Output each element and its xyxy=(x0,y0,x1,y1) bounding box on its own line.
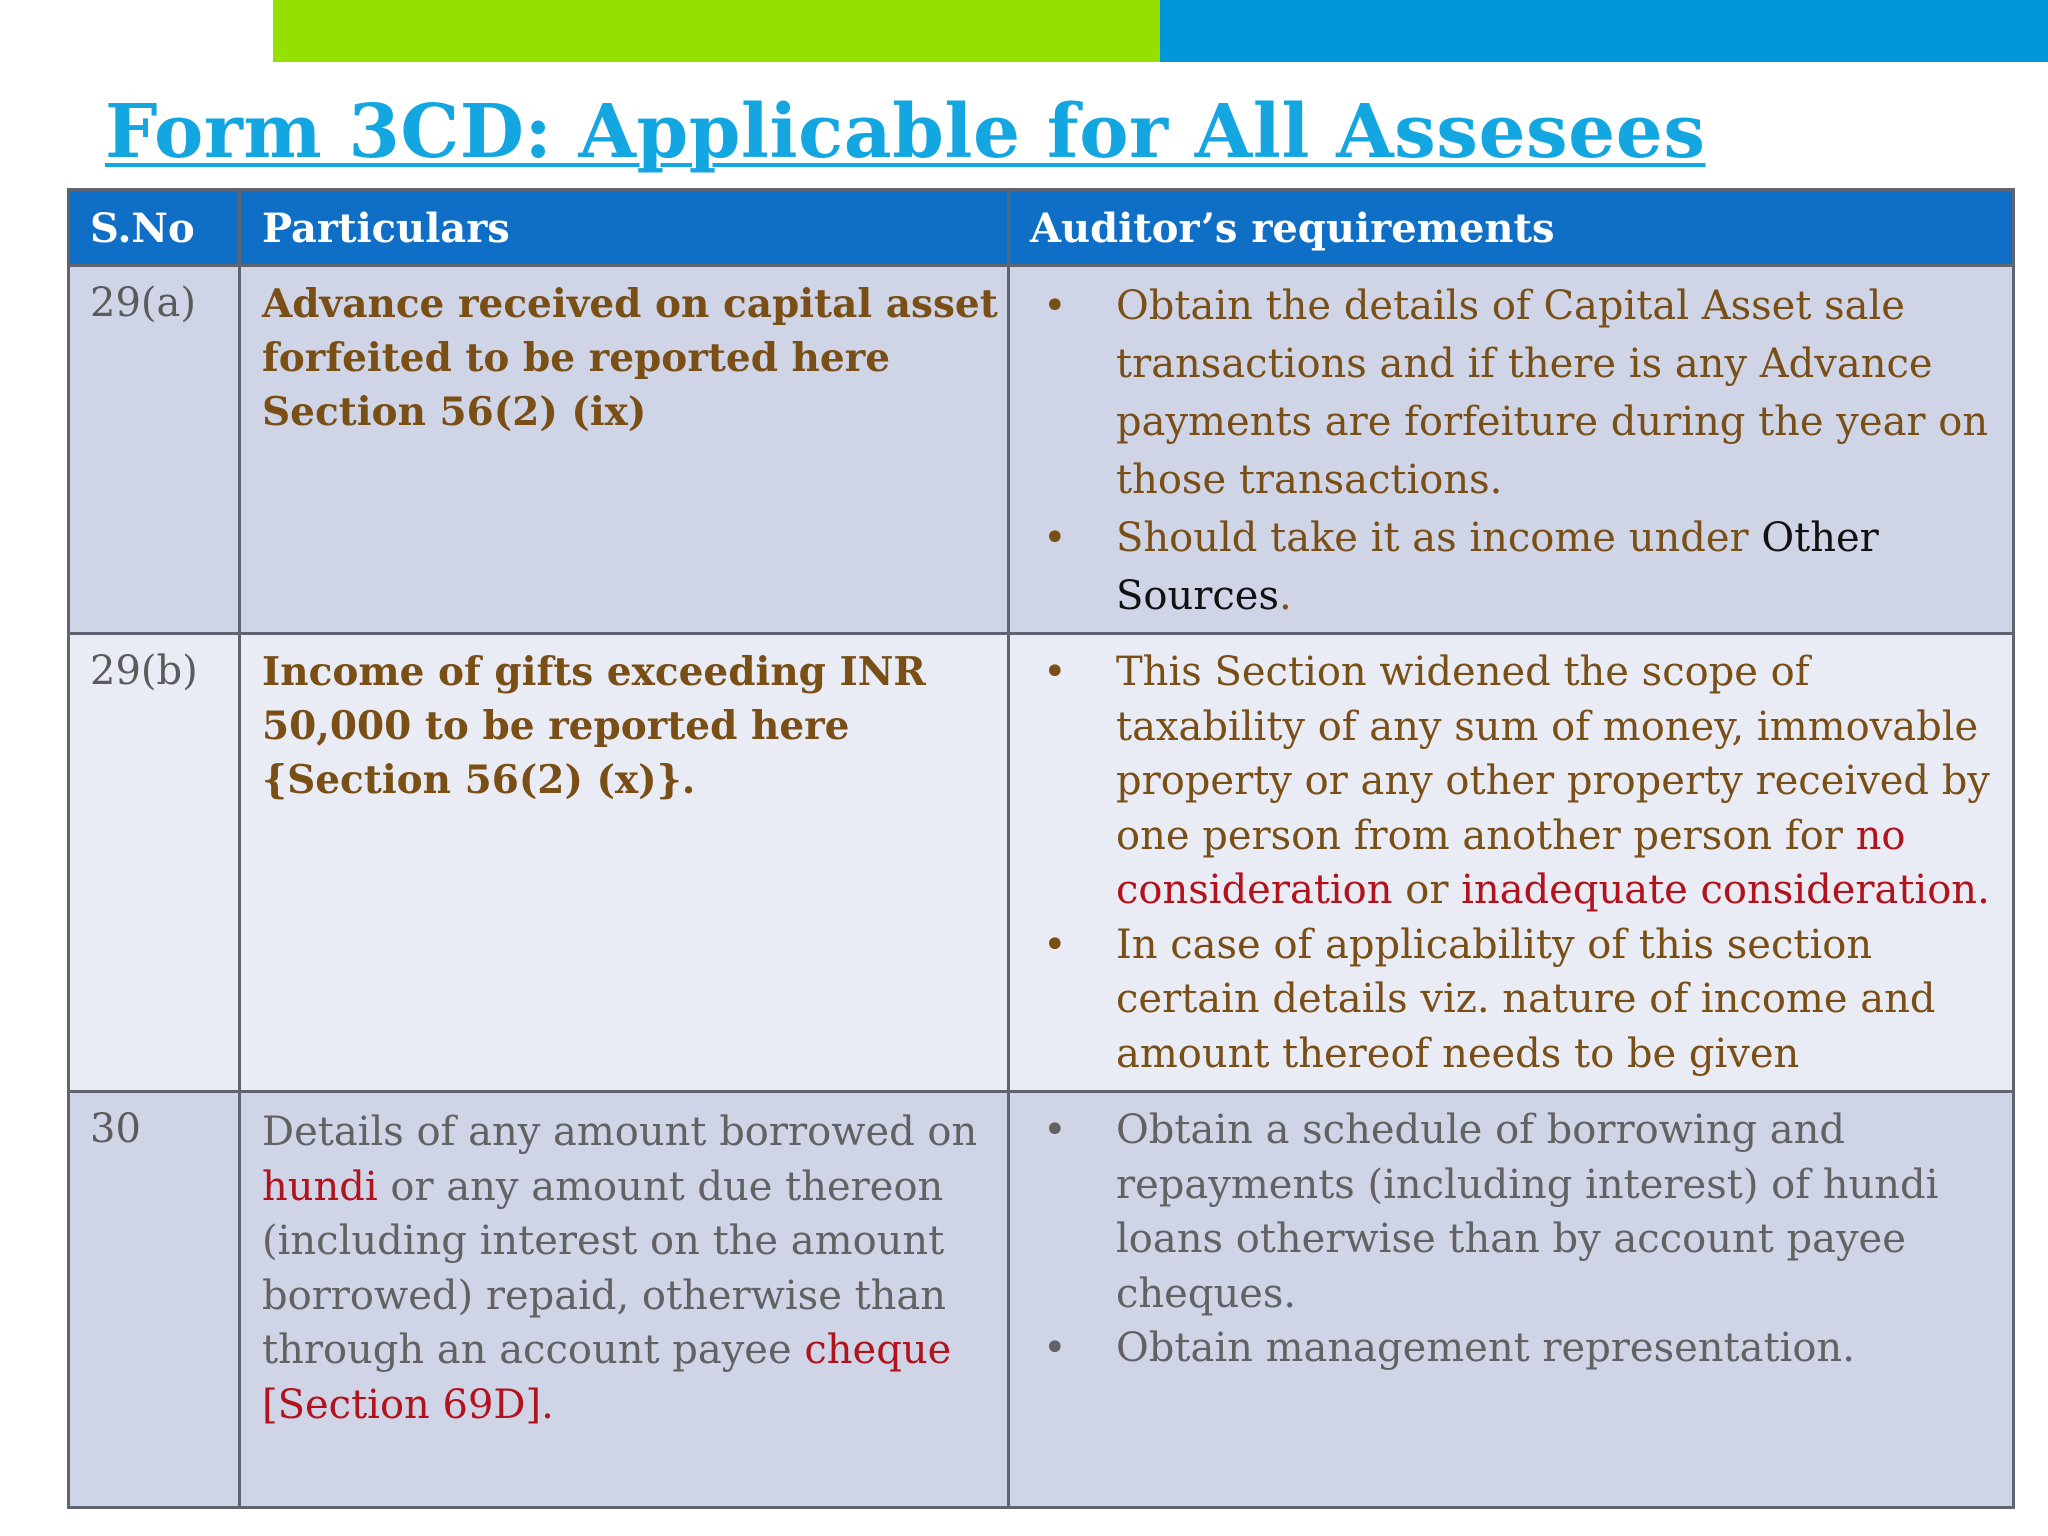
row-divider-2 xyxy=(70,632,2012,635)
row-divider-3 xyxy=(70,1090,2012,1093)
row-29b-req-1-inadequate: inadequate consideration xyxy=(1461,867,1978,913)
row-30-req-bullet-2: • Obtain management representation. xyxy=(1031,1321,2011,1376)
header-requirements: Auditor’s requirements xyxy=(1030,205,1555,252)
row-29b-req-bullet-1 xyxy=(1031,645,2011,918)
top-accent-bar-blue xyxy=(1160,0,2048,62)
row-29a-sno: 29(a) xyxy=(90,280,196,326)
slide-title: Form 3CD: Applicable for All Assesees xyxy=(105,89,1706,175)
row-30-part-hundi: hundi xyxy=(262,1163,378,1210)
row-30-particulars xyxy=(262,1093,1002,1506)
row-29a-req-bullet-1: • Obtain the details of Capital Asset sale transactions and if there is any Advance payments are forfeiture during the year on those transactions. xyxy=(1031,277,2011,509)
row-29a-particulars: Advance received on capital asset forfeited to be reported here Section 56(2) (ix) xyxy=(262,281,998,435)
row-29a-req-bullet-2 xyxy=(1031,509,2011,625)
row-30-req-bullet-1: • Obtain a schedule of borrowing and repayments (including interest) of hundi loans otherwise than by account payee cheques. xyxy=(1031,1103,2011,1321)
row-29b-requirements xyxy=(1031,635,2011,1090)
header-sno: S.No xyxy=(90,205,195,252)
table-row-29b xyxy=(70,635,2012,1090)
row-29b-sno: 29(b) xyxy=(90,648,198,694)
requirements-table xyxy=(67,188,2015,1509)
header-particulars: Particulars xyxy=(262,205,510,252)
table-header-row xyxy=(70,191,2012,264)
table-row-29a xyxy=(70,267,2012,632)
top-accent-bar-green xyxy=(273,0,1160,62)
row-29a-requirements xyxy=(1031,267,2011,632)
row-30-part-1: Details of any amount borrowed on xyxy=(262,1109,978,1155)
row-29b-req-bullet-2: • In case of applicability of this section certain details viz. nature of income and amount thereof needs to be given xyxy=(1031,918,2011,1082)
row-29b-req-1-or: or xyxy=(1392,867,1462,913)
col-divider-1 xyxy=(238,191,241,1506)
row-29b-particulars: Income of gifts exceeding INR 50,000 to be reported here {Section 56(2) (x)}. xyxy=(262,649,926,803)
row-29b-req-1-period: . xyxy=(1977,867,1990,913)
row-divider-1 xyxy=(70,264,2012,267)
row-30-part-3: or any amount due thereon (including interest on the amount borrowed) repaid, otherwise than through an account payee xyxy=(262,1163,947,1373)
row-29a-req-2-period: . xyxy=(1278,573,1292,619)
row-29a-req-2-other-sources: Other Sources xyxy=(1116,515,1879,619)
col-divider-2 xyxy=(1007,191,1010,1506)
row-29b-req-1-no-consideration: no consideration xyxy=(1116,812,1906,913)
row-30-sno: 30 xyxy=(90,1106,141,1152)
row-29a-req-2-text: Should take it as income under xyxy=(1116,515,1762,561)
row-30-part-cheque: cheque [Section 69D]. xyxy=(262,1327,952,1428)
row-29b-req-1-text: This Section widened the scope of taxability of any sum of money, immovable property or any other property received by one person from another person for xyxy=(1116,649,1990,859)
table-row-30 xyxy=(70,1093,2012,1506)
row-30-requirements xyxy=(1031,1093,2011,1506)
